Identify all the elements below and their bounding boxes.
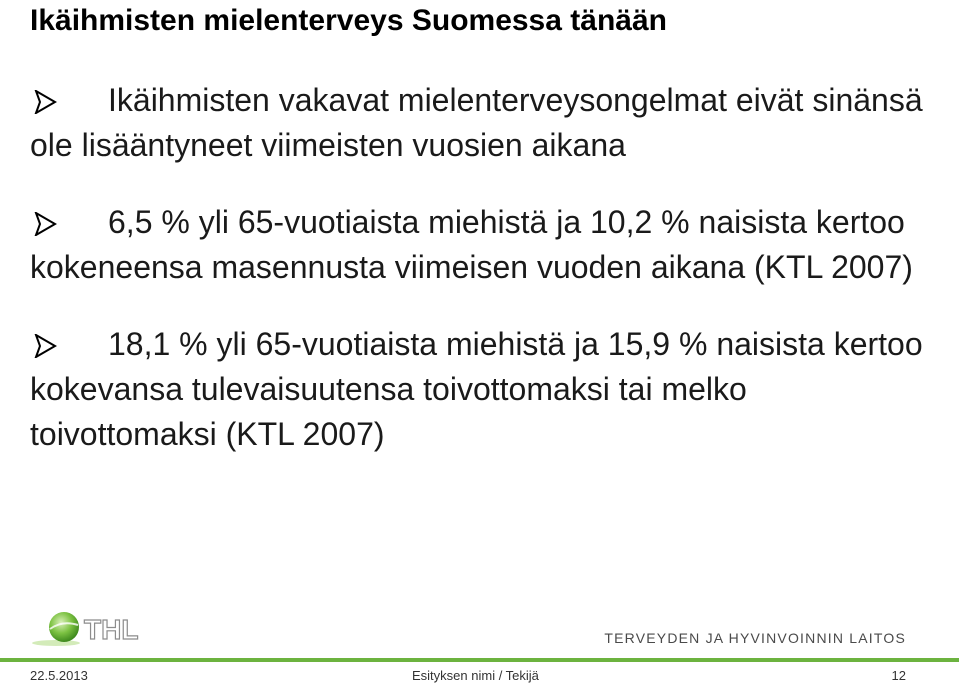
thl-logo bbox=[30, 608, 170, 648]
arrow-bullet-icon bbox=[30, 90, 108, 114]
footer-page-number: 12 bbox=[891, 668, 906, 683]
bullet-list bbox=[30, 78, 930, 489]
bullet-item bbox=[30, 200, 930, 290]
bullet-item bbox=[30, 78, 930, 168]
slide-title: Ikäihmisten mielenterveys Suomessa tänään bbox=[30, 4, 667, 37]
footer-divider bbox=[0, 658, 959, 662]
arrow-bullet-icon bbox=[30, 212, 108, 236]
bullet-text: Ikäihmisten vakavat mielenterveysongelmat eivät sinänsä ole lisääntyneet viimeisten vuosien aikana bbox=[30, 82, 923, 163]
arrow-bullet-icon bbox=[30, 334, 108, 358]
organization-name: TERVEYDEN JA HYVINVOINNIN LAITOS bbox=[604, 630, 906, 646]
logo-text: THL bbox=[84, 614, 139, 645]
footer-presentation: Esityksen nimi / Tekijä bbox=[412, 668, 539, 683]
bullet-item bbox=[30, 322, 930, 457]
bullet-text: 18,1 % yli 65-vuotiaista miehistä ja 15,9 % naisista kertoo kokevansa tulevaisuutensa toivottomaksi tai melko toivottomaksi (KTL 2007) bbox=[30, 326, 923, 452]
footer-date: 22.5.2013 bbox=[30, 668, 88, 683]
bullet-text: 6,5 % yli 65-vuotiaista miehistä ja 10,2 % naisista kertoo kokeneensa masennusta viimeisen vuoden aikana (KTL 2007) bbox=[30, 204, 913, 285]
slide-footer bbox=[0, 658, 959, 686]
